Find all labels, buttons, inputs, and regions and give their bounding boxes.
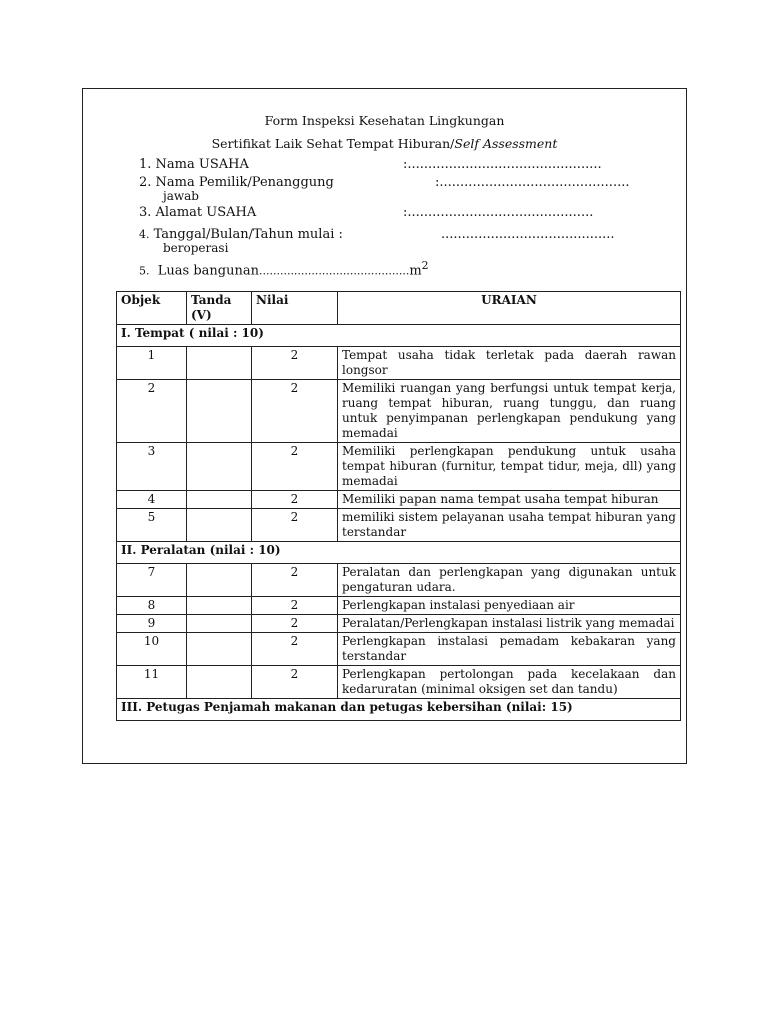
- section-row: [117, 699, 681, 721]
- form-page: [82, 88, 687, 764]
- cell-nilai: 2: [252, 380, 338, 443]
- cell-objek: 2: [117, 380, 187, 443]
- cell-uraian: Perlengkapan instalasi penyediaan air: [338, 597, 681, 615]
- field-nama-pemilik: [139, 175, 684, 205]
- cell-uraian: Memiliki ruangan yang berfungsi untuk tempat kerja, ruang tempat hiburan, ruang tunggu, dan ruang untuk penyimpanan perlengkapan pendukung yang memadai: [338, 380, 681, 443]
- cell-uraian: Peralatan/Perlengkapan instalasi listrik yang memadai: [338, 615, 681, 633]
- table-row: [117, 491, 681, 509]
- cell-tanda[interactable]: [187, 491, 252, 509]
- section-title: II. Peralatan (nilai : 10): [117, 542, 681, 564]
- cell-objek: 8: [117, 597, 187, 615]
- field-label-group: [139, 227, 343, 242]
- cell-objek: 9: [117, 615, 187, 633]
- cell-nilai: 2: [252, 597, 338, 615]
- subtitle-main: Sertifikat Laik Sehat Tempat Hiburan/: [211, 136, 455, 151]
- subtitle-italic: Self Assessment: [454, 136, 558, 151]
- field-value[interactable]: ..........................................: [441, 227, 615, 242]
- field-value[interactable]: ...........................................: [258, 264, 410, 278]
- cell-objek: 4: [117, 491, 187, 509]
- cell-nilai: 2: [252, 633, 338, 666]
- field-number: 5.: [139, 264, 150, 278]
- cell-uraian: memiliki sistem pelayanan usaha tempat hiburan yang terstandar: [338, 509, 681, 542]
- section-title: III. Petugas Penjamah makanan dan petugas kebersihan (nilai: 15): [117, 699, 681, 721]
- identity-fields: [139, 157, 684, 277]
- unit: m: [409, 263, 422, 279]
- section-row: [117, 542, 681, 564]
- cell-uraian: Perlengkapan pertolongan pada kecelakaan dan kedaruratan (minimal oksigen set dan tandu): [338, 666, 681, 699]
- cell-uraian: Peralatan dan perlengkapan yang digunakan untuk pengaturan udara.: [338, 564, 681, 597]
- cell-tanda[interactable]: [187, 597, 252, 615]
- field-value[interactable]: :.............................................: [403, 205, 594, 220]
- cell-nilai: 2: [252, 491, 338, 509]
- field-label: Tanggal/Bulan/Tahun mulai :: [153, 227, 343, 242]
- header-tanda: Tanda (V): [187, 292, 252, 325]
- table-row: [117, 347, 681, 380]
- cell-objek: 7: [117, 564, 187, 597]
- field-alamat-usaha: [139, 205, 684, 227]
- field-value[interactable]: :..............................................: [435, 175, 630, 190]
- cell-uraian: Tempat usaha tidak terletak pada daerah rawan longsor: [338, 347, 681, 380]
- field-value[interactable]: :...............................................: [403, 157, 602, 172]
- field-label: Luas bangunan: [157, 263, 259, 279]
- field-luas-bangunan: [139, 259, 684, 277]
- table-row: [117, 597, 681, 615]
- field-label: 3. Alamat USAHA: [139, 205, 257, 220]
- section-title: I. Tempat ( nilai : 10): [117, 325, 681, 347]
- section-2-rows: [117, 564, 681, 699]
- cell-uraian: Memiliki perlengkapan pendukung untuk usaha tempat hiburan (furnitur, tempat tidur, meja, dll) yang memadai: [338, 443, 681, 491]
- cell-objek: 5: [117, 509, 187, 542]
- section-row: [117, 325, 681, 347]
- cell-tanda[interactable]: [187, 443, 252, 491]
- form-subtitle: [83, 136, 686, 151]
- cell-objek: 1: [117, 347, 187, 380]
- cell-uraian: Perlengkapan instalasi pemadam kebakaran yang terstandar: [338, 633, 681, 666]
- cell-nilai: 2: [252, 615, 338, 633]
- table-row: [117, 564, 681, 597]
- field-label-continued: jawab: [163, 189, 199, 203]
- cell-nilai: 2: [252, 564, 338, 597]
- table-row: [117, 443, 681, 491]
- cell-tanda[interactable]: [187, 347, 252, 380]
- section-1-rows: [117, 347, 681, 542]
- cell-nilai: 2: [252, 347, 338, 380]
- cell-tanda[interactable]: [187, 615, 252, 633]
- cell-nilai: 2: [252, 443, 338, 491]
- field-label: 1. Nama USAHA: [139, 157, 249, 172]
- table-header-row: [117, 292, 681, 325]
- cell-objek: 10: [117, 633, 187, 666]
- cell-objek: 3: [117, 443, 187, 491]
- inspection-table: [116, 291, 681, 721]
- cell-objek: 11: [117, 666, 187, 699]
- header-uraian: URAIAN: [338, 292, 681, 325]
- cell-tanda[interactable]: [187, 633, 252, 666]
- cell-nilai: 2: [252, 666, 338, 699]
- field-label-group: [139, 259, 429, 278]
- table-row: [117, 666, 681, 699]
- field-label: 2. Nama Pemilik/Penanggung: [139, 175, 334, 190]
- form-title: Form Inspeksi Kesehatan Lingkungan: [264, 113, 505, 128]
- table-row: [117, 380, 681, 443]
- field-nama-usaha: [139, 157, 684, 175]
- unit-superscript: 2: [421, 259, 429, 272]
- cell-uraian: Memiliki papan nama tempat usaha tempat hiburan: [338, 491, 681, 509]
- field-label-continued: beroperasi: [163, 241, 229, 255]
- cell-tanda[interactable]: [187, 564, 252, 597]
- field-number: 4.: [139, 228, 150, 241]
- table-row: [117, 509, 681, 542]
- table-row: [117, 633, 681, 666]
- header-objek: Objek: [117, 292, 187, 325]
- cell-tanda[interactable]: [187, 509, 252, 542]
- cell-tanda[interactable]: [187, 380, 252, 443]
- table-row: [117, 615, 681, 633]
- cell-nilai: 2: [252, 509, 338, 542]
- cell-tanda[interactable]: [187, 666, 252, 699]
- field-tanggal-operasi: [139, 227, 684, 259]
- header-nilai: Nilai: [252, 292, 338, 325]
